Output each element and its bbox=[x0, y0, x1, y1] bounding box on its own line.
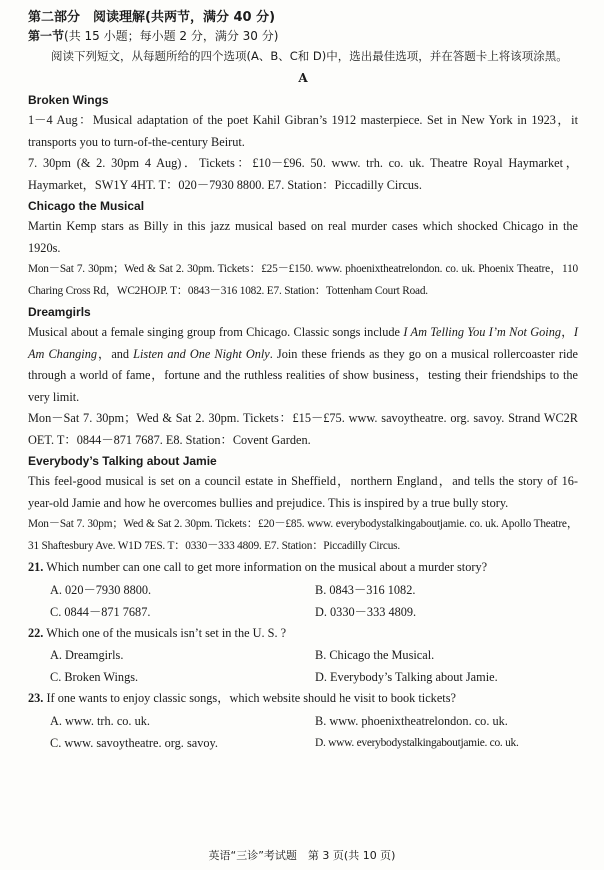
option-c: C. 0844－871 7687. bbox=[50, 604, 151, 619]
option-b: B. www. phoenixtheatrelondon. co. uk. bbox=[315, 713, 508, 728]
question-text: If one wants to enjoy classic songs，which website should he visit to book tickets? bbox=[46, 691, 456, 705]
show-title-broken-wings: Broken Wings bbox=[28, 93, 109, 107]
show-title-jamie: Everybody’s Talking about Jamie bbox=[28, 454, 217, 468]
question-21 bbox=[28, 557, 578, 579]
option-a: A. www. trh. co. uk. bbox=[50, 713, 150, 728]
option-b: B. 0843－316 1082. bbox=[315, 582, 416, 597]
instructions: 阅读下列短文，从每题所给的四个选项(A、B、C和 D)中，选出最佳选项，并在答题卡上将该项涂黑。 bbox=[51, 49, 568, 63]
section-heading bbox=[28, 27, 578, 46]
show-details: Mon－Sat 7. 30pm；Wed & Sat 2. 30pm. Tickets：£25－£150. www. phoenixtheatrelondon. co. uk. Phoenix Theatre，110 Charing Cross Rd，WC2HOJP. T：0843－316 1082. E7. Station：Tottenham Court Road. bbox=[28, 263, 578, 297]
song-title: I Am Changing bbox=[28, 325, 578, 361]
question-number: 21. bbox=[28, 560, 44, 574]
question-23 bbox=[28, 688, 578, 710]
show-details: Mon－Sat 7. 30pm；Wed & Sat 2. 30pm. Tickets：£15－£75. www. savoytheatre. org. savoy. Strand WC2R OET. T：0844－871 7687. E8. Station：Covent Garden. bbox=[28, 411, 578, 447]
show-details: Mon－Sat 7. 30pm；Wed & Sat 2. 30pm. Tickets：£20－£85. www. everybodystalkingaboutjamie. co. uk. Apollo Theatre，31 Shaftesbury Ave. W1D 7ES. T：0330－333 4809. E7. Station：Piccadilly Circus. bbox=[28, 518, 578, 552]
part-title: 第二部分 阅读理解 bbox=[28, 10, 146, 25]
desc-text: ， bbox=[561, 325, 574, 339]
show-description: Martin Kemp stars as Billy in this jazz musical based on real murder cases which shocked Chicago in the 1920s. bbox=[28, 219, 578, 255]
options-22 bbox=[28, 644, 578, 688]
section-title: 第一节 bbox=[28, 29, 65, 43]
option-a: A. Dreamgirls. bbox=[50, 648, 124, 662]
show-title-chicago: Chicago the Musical bbox=[28, 199, 145, 213]
question-22 bbox=[28, 623, 578, 645]
option-c: C. Broken Wings. bbox=[50, 670, 139, 684]
show-description: 1－4 Aug：Musical adaptation of the poet Kahil Gibran’s 1912 masterpiece. Set in New York in 1923，it transports you to turn-of-the-century Beirut. bbox=[28, 113, 578, 149]
options-21 bbox=[28, 579, 578, 623]
show-details: 7. 30pm (& 2. 30pm 4 Aug)．Tickets：£10－£96. 50. www. trh. co. uk. Theatre Royal Haymarket，Haymarket，SW1Y 4HT. T：020－7930 8800. E7. Station：Piccadilly Circus. bbox=[28, 156, 578, 192]
question-number: 22. bbox=[28, 625, 44, 640]
desc-text: . Join these friends as they go on a musical rollercoaster ride through a world of fame，fortune and the ruthless realities of show business，testing their friendships to the very limit. bbox=[28, 346, 578, 404]
section-note: (共 15 小题；每小题 2 分，满分 30 分) bbox=[64, 29, 279, 43]
passage-letter: A bbox=[298, 71, 308, 85]
question-number: 23. bbox=[28, 691, 44, 705]
song-title: Listen and One Night Only bbox=[133, 346, 270, 361]
song-title: I Am Telling You I’m Not Going bbox=[403, 325, 562, 339]
part-note: (共两节，满分 40 分) bbox=[145, 10, 276, 25]
show-title-dreamgirls: Dreamgirls bbox=[28, 305, 91, 319]
question-text: Which one of the musicals isn’t set in the U. S. ? bbox=[46, 625, 287, 640]
option-a: A. 020－7930 8800. bbox=[50, 582, 152, 597]
part-heading bbox=[28, 8, 578, 27]
question-text: Which number can one call to get more information on the musical about a murder story? bbox=[46, 560, 488, 574]
options-23 bbox=[28, 710, 578, 754]
option-d: D. 0330－333 4809. bbox=[315, 604, 417, 619]
exam-page bbox=[28, 8, 578, 754]
option-b: B. Chicago the Musical. bbox=[315, 648, 435, 662]
option-d: D. www. everybodystalkingaboutjamie. co. uk. bbox=[315, 736, 519, 749]
desc-text: Musical about a female singing group from Chicago. Classic songs include bbox=[28, 325, 404, 339]
show-description: This feel-good musical is set on a council estate in Sheffield，northern England，and tells the story of 16-year-old Jamie and how he overcomes bullies and prejudice. This is inspired by a true bully story. bbox=[28, 474, 578, 510]
show-description bbox=[28, 322, 578, 408]
desc-text: ，and bbox=[97, 346, 134, 361]
option-c: C. www. savoytheatre. org. savoy. bbox=[50, 735, 218, 750]
page-footer: 英语“三诊”考试题 第 3 页(共 10 页) bbox=[208, 849, 396, 862]
option-d: D. Everybody’s Talking about Jamie. bbox=[315, 670, 498, 684]
